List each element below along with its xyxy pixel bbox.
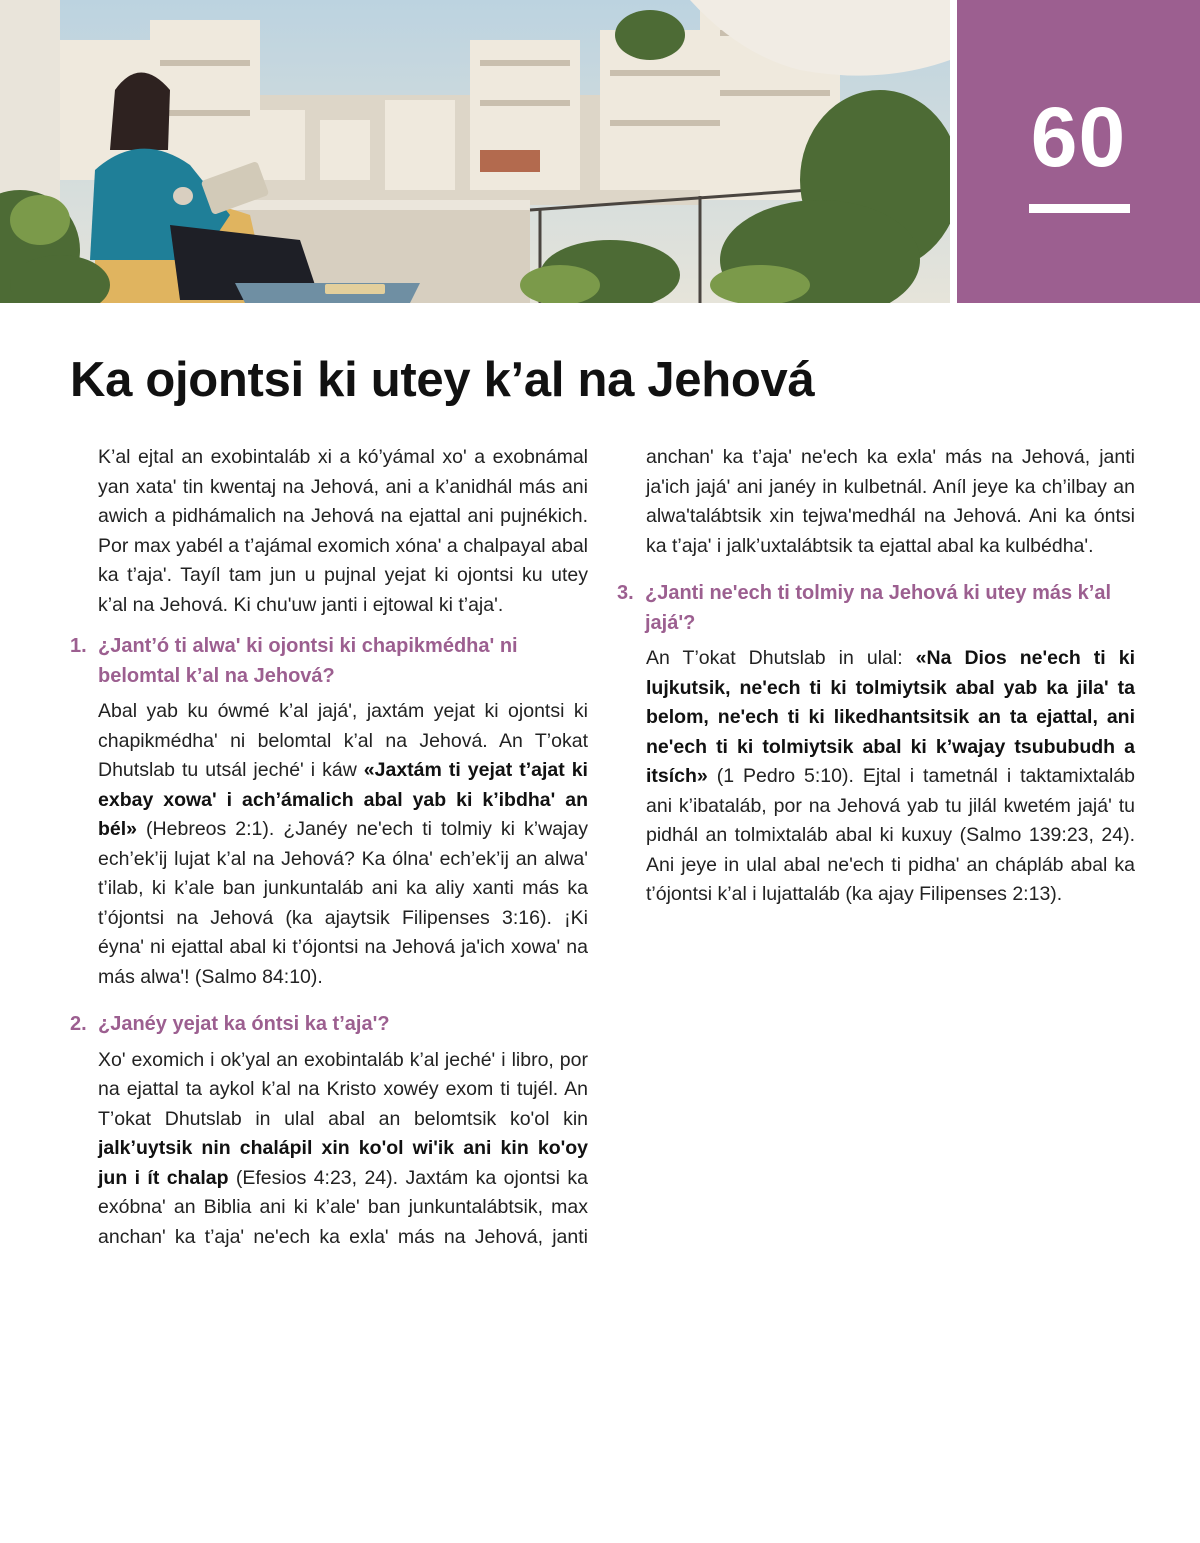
question-1-quote: «Jaxtám ti yejat t’ajat ki exbay xowa' i ach’ámalich abal yab ki k’ibdha' an bél»	[98, 759, 588, 840]
question-1-paragraph	[70, 697, 588, 992]
question-2-text-c: (Efesios 4:23, 24). Jaxtám ka ojontsi ka exóbna' an Biblia ani ki k’ale' ban junkuntalábtsik, max anchan' ka t’aja' ne'ech ka exla' más na Jehová, janti	[98, 1166, 588, 1248]
question-1-heading	[70, 632, 588, 691]
question-2-text: ¿Janéy yejat ka óntsi ka t’aja'?	[98, 1013, 390, 1035]
lesson-number: 60	[1030, 90, 1127, 184]
question-1-text-c: (Hebreos 2:1). ¿Janéy ne'ech ti tolmiy ki k’wajay ech’ek’ij lujat k’al na Jehová? Ka ólna' ech’ek’ij an alwa' t’ilab, ki k’ale ban junkuntaláb ani ka aliy xanti más ka t’ójontsi na Jehová (ka ajaytsik Filipenses 3:16). ¡Ki éyna' ni ejattal abal ki t’ójontsi na Jehová ja'ich xowa' na más alwa'! (Salmo 84:10).	[98, 818, 588, 988]
hero-photo	[0, 0, 950, 303]
question-1-number: 1.	[70, 635, 87, 657]
question-3-text: ¿Janti ne'ech ti tolmiy na Jehová ki utey más k’al jajá'?	[645, 582, 1112, 634]
question-3-number: 3.	[617, 582, 634, 604]
question-3-text-a: An T’okat Dhutslab in ulal:	[646, 647, 916, 669]
balcony-scene-illustration	[0, 0, 950, 303]
question-2-text-a: Xo' exomich i ok’yal an exobintaláb k’al jeché' i libro, por na ejattal ta aykol k’al na Kristo xowéy exom ti tujél. An T’okat Dhutslab in ulal abal an belomtsik ko'ol kin	[98, 1048, 588, 1130]
question-3-heading	[617, 579, 1135, 638]
lesson-number-underline	[1029, 204, 1130, 213]
question-3-paragraph	[617, 644, 1135, 910]
question-2-continuation	[617, 443, 1135, 561]
right-column	[617, 443, 1135, 910]
intro-paragraph: K’al ejtal an exobintaláb xi a kó’yámal xo' a exobnámal yan xata' tin kwentaj na Jehová, ani a k’anidhál más ani awich a pidhámalich na Jehová na ejattal ani pujnékich. Por max yabél a t’ajámal exomich xóna' a chalpayal abal ka t’aja'. Tayíl tam jun u pujnal yejat ki ojontsi ku utey k’al na Jehová. Ki chu'uw janti i ejtowal ki t’aja'.	[98, 446, 588, 616]
lesson-number-tab	[957, 0, 1200, 303]
question-3-quote: «Na Dios ne'ech ti ki lujkutsik, ne'ech ti ki tolmiytsik abal yab ka jila' ta belom, ne'ech ti ki likedhantsitsik an ta ejattal, ani ne'ech ti ki tolmiytsik abal ki k’wajay tsububudh a itsích»	[646, 647, 1135, 787]
question-2-quote: jalk’uytsik nin chalápil xin ko'ol wi'ik ani kin ko'oy jun i ít chalap	[98, 1137, 588, 1189]
question-2-text-c-continued: anchan' ka t’aja' ne'ech ka exla' más na Jehová, janti ja'ich jajá' ani janéy in kulbetnál. Aníl jeye ka ch’ilbay an alwa'talábtsik xin tejwa'medhál na Jehová. Ani ka óntsi ka t’aja' i jalk’uxtalábtsik ta ejattal abal ka kulbédha'.	[646, 446, 1135, 557]
page-title: Ka ojontsi ki utey k’al na Jehová	[70, 353, 815, 407]
question-1-text: ¿Jant’ó ti alwa' ki ojontsi ki chapikmédha' ni belomtal k’al na Jehová?	[98, 635, 518, 687]
question-2-number: 2.	[70, 1013, 87, 1035]
question-1-text-a: Abal yab ku ówmé k’al jajá', jaxtám yejat ki ojontsi ki chapikmédha' ni belomtal k’al na Jehová. An T’okat Dhutslab tu utsál jeché' i káw	[98, 700, 588, 781]
left-column	[70, 443, 588, 1250]
question-2-heading	[70, 1010, 588, 1040]
question-2-paragraph	[70, 1046, 588, 1251]
question-3-text-c: (1 Pedro 5:10). Ejtal i tametnál i taktamixtaláb ani k’ibataláb, por na Jehová yab tu jilál kwetém jajá' tu pidhál an tolmixtaláb abal ki kuxuy (Salmo 139:23, 24). Ani jeye in ulal abal ne'ech ti pidha' an chápláb abal ka t’ójontsi k’al i lujattaláb (ka ajay Filipenses 2:13).	[646, 765, 1135, 905]
question-2-paragraph-continued	[617, 443, 1135, 561]
